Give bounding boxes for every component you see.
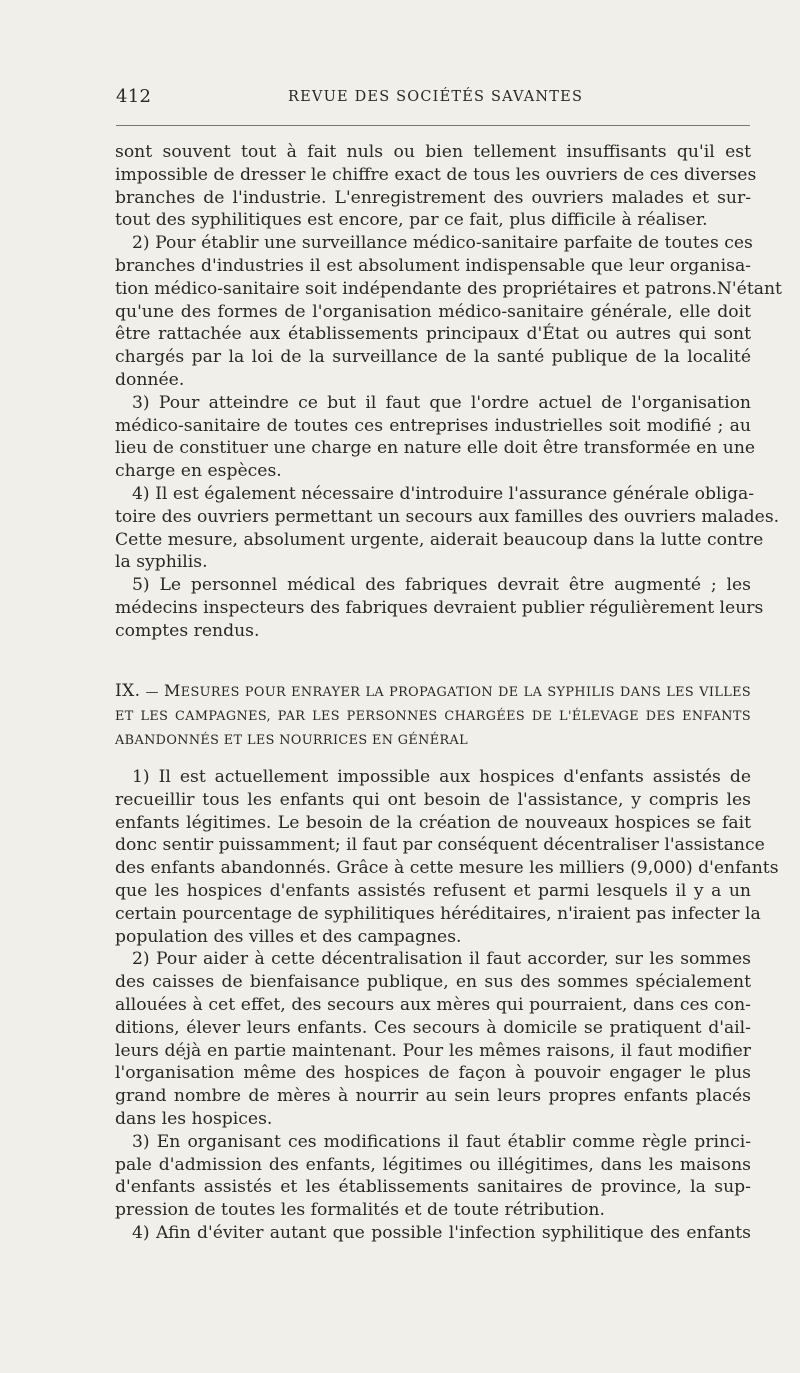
text-line: enfants légitimes. Le besoin de la création de nouveaux hospices se fait	[115, 812, 751, 833]
text-line: d'enfants assistés et les établissements sanitaires de province, la sup-	[115, 1177, 751, 1198]
heading-initial: M	[163, 681, 181, 700]
text-line: dans les hospices.	[115, 1108, 273, 1129]
text-line: recueillir tous les enfants qui ont besoin de l'assistance, y compris les	[115, 789, 751, 810]
text-line: chargés par la loi de la surveillance de la santé publique de la localité	[115, 347, 751, 368]
text-line: sont souvent tout à fait nuls ou bien tellement insuffisants qu'il est	[115, 142, 751, 162]
text-line: 3) En organisant ces modifications il faut établir comme règle princi-	[132, 1131, 751, 1152]
text-line: allouées à cet effet, des secours aux mères qui pourraient, dans ces con-	[115, 994, 751, 1015]
text-line: grand nombre de mères à nourrir au sein leurs propres enfants placés	[115, 1086, 751, 1107]
section-heading-ix	[115, 679, 751, 753]
text-line: médecins inspecteurs des fabriques devraient publier régulièrement leurs	[115, 597, 764, 618]
text-line: ditions, élever leurs enfants. Ces secours à domicile se pratiquent d'ail-	[115, 1017, 751, 1038]
page-number: 412	[116, 86, 152, 107]
text-line: 5) Le personnel médical des fabriques devrait être augmenté ; les	[132, 575, 751, 596]
text-line: toire des ouvriers permettant un secours aux familles des ouvriers malades.	[115, 506, 780, 527]
text-line: comptes rendus.	[115, 620, 260, 641]
text-line: 1) Il est actuellement impossible aux hospices d'enfants assistés de	[132, 767, 751, 787]
text-line: des enfants abandonnés. Grâce à cette mesure les milliers (9,000) d'enfants	[115, 858, 779, 879]
text-line: charge en espèces.	[115, 461, 282, 482]
text-line: leurs déjà en partie maintenant. Pour les mêmes raisons, il faut modifier	[115, 1040, 751, 1061]
text-line: donnée.	[115, 369, 185, 390]
header-rule	[116, 125, 750, 126]
text-line: pression de toutes les formalités et de toute rétribution.	[115, 1200, 605, 1221]
heading-line-2: ET LES CAMPAGNES, PAR LES PERSONNES CHARGÉES DE L'ÉLEVAGE DES ENFANTS	[115, 709, 751, 724]
page-header	[116, 86, 750, 112]
text-line: 3) Pour atteindre ce but il faut que l'ordre actuel de l'organisation	[132, 392, 751, 413]
text-line: certain pourcentage de syphilitiques héréditaires, n'iraient pas infecter la	[115, 903, 761, 924]
text-line: branches de l'industrie. L'enregistrement des ouvriers malades et sur-	[115, 187, 751, 208]
text-line: que les hospices d'enfants assistés refusent et parmi lesquels il y a un	[115, 880, 751, 901]
text-line: tout des syphilitiques est encore, par ce fait, plus difficile à réaliser.	[115, 210, 708, 231]
text-line: impossible de dresser le chiffre exact de tous les ouvriers de ces diverses	[115, 164, 757, 185]
text-line: l'organisation même des hospices de façon à pouvoir engager le plus	[115, 1063, 751, 1084]
text-line: lieu de constituer une charge en nature elle doit être transformée en une	[115, 438, 756, 459]
text-line: branches d'industries il est absolument indispensable que leur organisa-	[115, 255, 751, 276]
text-line: 2) Pour aider à cette décentralisation il faut accorder, sur les sommes	[132, 949, 751, 970]
heading-line-1-text: ESURES POUR ENRAYER LA PROPAGATION DE LA SYPHILIS DANS LES VILLES	[180, 685, 752, 700]
text-line: 2) Pour établir une surveillance médico-sanitaire parfaite de toutes ces	[132, 233, 753, 254]
text-line: la syphilis.	[115, 552, 208, 573]
text-line: tion médico-sanitaire soit indépendante des propriétaires et patrons.N'étant	[115, 278, 782, 299]
heading-line-1	[115, 679, 751, 705]
text-line: donc sentir puissamment; il faut par conséquent décentraliser l'assistance	[115, 835, 765, 856]
text-line: 4) Afin d'éviter autant que possible l'infection syphilitique des enfants	[132, 1222, 751, 1243]
body-text-part2	[115, 766, 779, 1245]
text-line: population des villes et des campagnes.	[115, 926, 462, 947]
body-text-part1	[115, 141, 782, 643]
text-line: médico-sanitaire de toutes ces entreprises industrielles soit modifié ; au	[115, 415, 751, 436]
text-line: des caisses de bienfaisance publique, en sus des sommes spécialement	[115, 972, 751, 993]
text-line: 4) Il est également nécessaire d'introduire l'assurance générale obliga-	[132, 483, 755, 504]
text-line: être rattachée aux établissements principaux d'État ou autres qui sont	[115, 324, 751, 345]
heading-numeral: IX.	[115, 681, 141, 701]
running-title: REVUE DES SOCIÉTÉS SAVANTES	[288, 89, 584, 105]
text-line: pale d'admission des enfants, légitimes ou illégitimes, dans les maisons	[115, 1154, 751, 1175]
text-line: qu'une des formes de l'organisation médico-sanitaire générale, elle doit	[115, 301, 751, 322]
heading-line-3: ABANDONNÉS ET LES NOURRICES EN GÉNÉRAL	[115, 733, 469, 748]
text-line: Cette mesure, absolument urgente, aiderait beaucoup dans la lutte contre	[115, 529, 764, 550]
heading-dash: —	[145, 685, 159, 700]
